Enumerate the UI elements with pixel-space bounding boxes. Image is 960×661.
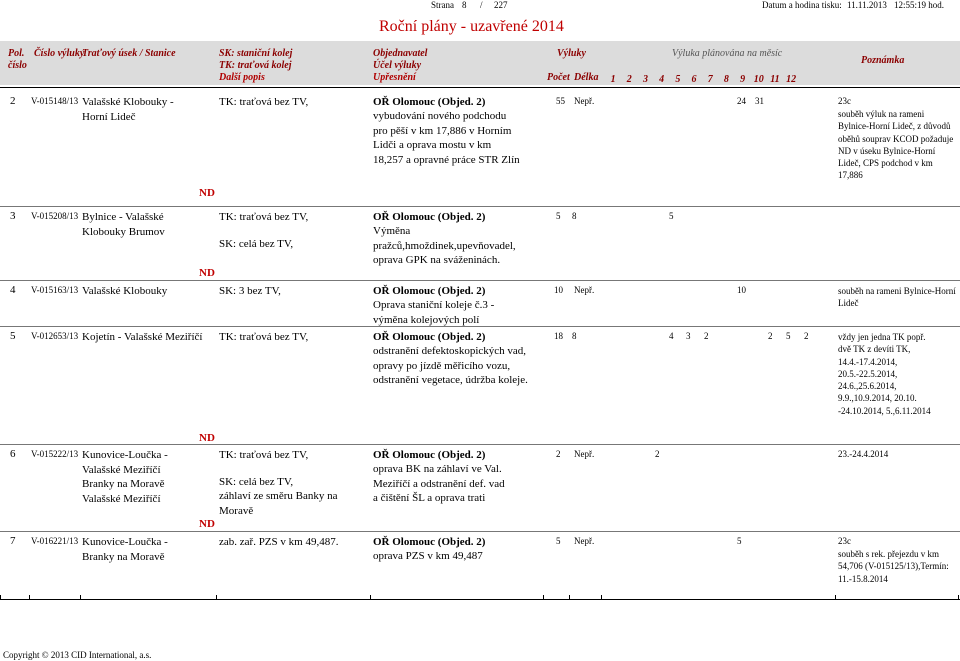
row-ucel: odstranění defektoskopických vad, opravy po jízdě měřicího vozu, odstranění vegetace, údržba koleje.: [373, 345, 528, 386]
row-delka: Nepř.: [574, 536, 595, 546]
row-kolej-sk: SK: celá bez TV,: [219, 238, 294, 250]
row-pocet: 10: [554, 285, 563, 295]
print-date-label: Datum a hodina tisku:: [762, 0, 842, 10]
row-delka: Nepř.: [574, 449, 595, 459]
row-objednavatel: OŘ Olomouc (Objed. 2): [373, 536, 486, 548]
column-tick: [0, 595, 1, 600]
row-pol: 7: [10, 535, 16, 547]
row-cislo: V-015163/13: [31, 285, 79, 295]
row-usek: Bylnice - Valašské Klobouky Brumov: [82, 211, 165, 238]
row-objednavatel: OŘ Olomouc (Objed. 2): [373, 331, 486, 343]
row-divider: [0, 280, 960, 281]
row-ucel: oprava PZS v km 49,487: [373, 550, 483, 562]
row-month-11: 2: [804, 331, 809, 341]
row-month-6: 3: [686, 331, 691, 341]
row-objednavatel: OŘ Olomouc (Objed. 2): [373, 449, 486, 461]
header-month-2: 2: [626, 74, 632, 85]
row-ucel: vybudování nového podchodu pro pěší v km 17,886 v Horním Lidči a oprava mostu v km 18,257 a opravné práce STR Zlín: [373, 110, 520, 166]
row-nd: ND: [199, 432, 215, 444]
page-total: 227: [494, 0, 508, 10]
header-pol-line1: Pol.: [8, 48, 25, 59]
print-date: 11.11.2013: [847, 0, 887, 10]
row-pol: 5: [10, 330, 16, 342]
row-pocet: 55: [556, 96, 565, 106]
header-kolej-tk: TK: traťová kolej: [219, 60, 292, 71]
column-ticks: [0, 595, 960, 601]
row-kolej-popis: záhlaví ze směru Banky na Moravě: [219, 490, 338, 517]
row-divider: [0, 206, 960, 207]
header-month-3: 3: [642, 74, 648, 85]
header-month-7: 7: [707, 74, 713, 85]
row-kolej: TK: traťová bez TV,: [219, 331, 309, 343]
row-objednavatel: OŘ Olomouc (Objed. 2): [373, 211, 486, 223]
row-month-5: 5: [669, 211, 674, 221]
header-pol: [8, 48, 27, 72]
row-month-8: 5: [737, 536, 742, 546]
row-month-10: 5: [786, 331, 791, 341]
row-cislo: V-016221/13: [31, 536, 79, 546]
row-usek: Valašské Klobouky: [82, 285, 168, 297]
row-month-9: 24: [737, 96, 746, 106]
row-kolej: TK: traťová bez TV,: [219, 96, 309, 108]
row-pol: 4: [10, 284, 16, 296]
row-pocet: 5: [556, 536, 561, 546]
row-month-9: 10: [737, 285, 746, 295]
header-month-12: 12: [786, 74, 797, 85]
row-usek: Valašské Klobouky - Horní Lideč: [82, 96, 174, 123]
column-tick: [370, 595, 371, 600]
row-kolej: SK: 3 bez TV,: [219, 285, 281, 297]
row-usek: Kojetín - Valašské Meziříčí: [82, 331, 203, 343]
row-cislo: V-015222/13: [31, 449, 79, 459]
column-tick: [569, 595, 570, 600]
row-poznamka: vždy jen jedna TK popř. dvě TK z devíti TK, 14.4.-17.4.2014, 20.5.-22.5.2014, 24.6.,25.6.2014, 9.9.,10.9.2014, 20.10. -24.10.2014, 5.,6.11.2014: [838, 332, 931, 416]
header-delka: Délka: [574, 72, 599, 83]
row-divider: [0, 87, 960, 88]
row-objednavatel: OŘ Olomouc (Objed. 2): [373, 285, 486, 297]
row-cislo: V-012653/13: [31, 331, 79, 341]
header-month-8: 8: [723, 74, 729, 85]
header-month-11: 11: [770, 74, 780, 85]
column-tick: [216, 595, 217, 600]
row-nd: ND: [199, 518, 215, 530]
page-title: Roční plány - uzavřené 2014: [379, 18, 564, 35]
row-kolej: zab. zař. PZS v km 49,487.: [219, 536, 339, 548]
row-divider: [0, 326, 960, 327]
print-time: 12:55:19 hod.: [894, 0, 945, 10]
row-divider: [0, 531, 960, 532]
row-kolej: TK: traťová bez TV,: [219, 449, 309, 461]
header-kolej-sk: SK: staniční kolej: [219, 48, 293, 59]
row-nd: ND: [199, 267, 215, 279]
header-objednavatel-line1: Objednavatel: [373, 48, 428, 59]
row-ucel: Výměna pražců,hmoždinek,upevňovadel, oprava GPK na sváženinách.: [373, 225, 516, 266]
row-poznamka-detail: souběh s rek. přejezdu v km 54,706 (V-015125/13),Termín: 11.-15.8.2014: [838, 549, 949, 584]
header-month-4: 4: [659, 74, 665, 85]
column-tick: [958, 595, 959, 600]
row-delka: 8: [572, 211, 577, 221]
row-poznamka: 23c: [838, 96, 851, 106]
footer-copyright: Copyright © 2013 CID International, a.s.: [3, 650, 152, 660]
column-tick: [80, 595, 81, 600]
header-pol-line2: číslo: [8, 60, 27, 71]
row-ucel: oprava BK na záhlaví ve Val. Meziříčí a odstranění def. vad a čištění ŠL a oprava trati: [373, 463, 505, 504]
row-usek: Kunovice-Loučka - Valašské Meziříčí Branky na Moravě Valašské Meziříčí: [82, 449, 168, 505]
row-cislo: V-015148/13: [31, 96, 79, 106]
page-label: Strana: [431, 0, 454, 10]
column-tick: [835, 595, 836, 600]
row-objednavatel: OŘ Olomouc (Objed. 2): [373, 96, 486, 108]
row-pol: 3: [10, 210, 16, 222]
row-month-7: 2: [704, 331, 709, 341]
row-nd: ND: [199, 187, 215, 199]
header-month-9: 9: [740, 74, 746, 85]
row-delka: Nepř.: [574, 285, 595, 295]
row-delka: Nepř.: [574, 96, 595, 106]
header-month-10: 10: [753, 74, 764, 85]
row-kolej: TK: traťová bez TV,: [219, 211, 309, 223]
header-month-6: 6: [691, 74, 697, 85]
header-poznamka: Poznámka: [861, 55, 905, 66]
header-objednavatel: [373, 48, 427, 84]
header-month-1: 1: [610, 74, 616, 85]
header-months: [605, 74, 799, 85]
row-cislo: V-015208/13: [31, 211, 79, 221]
row-pol: 6: [10, 448, 16, 460]
page-separator: /: [480, 0, 483, 10]
row-poznamka-detail: souběh výluk na rameni Bylnice-Horní Lideč, z důvodů oběhů souprav KCOD požaduje ND v úseku Bylnice-Horní Lideč, CPS podchod v km 17,886: [838, 109, 954, 181]
row-month-9: 2: [768, 331, 773, 341]
row-poznamka: 23.-24.4.2014: [838, 449, 889, 459]
header-pocet: Počet: [547, 72, 570, 83]
row-month-4: 2: [655, 449, 660, 459]
header-upresneni: Upřesnění: [373, 72, 416, 83]
row-usek: Kunovice-Loučka - Branky na Moravě: [82, 536, 168, 563]
header-dalsi-popis: Další popis: [219, 72, 265, 83]
header-kolej: [219, 48, 292, 84]
row-pocet: 18: [554, 331, 563, 341]
row-pocet: 5: [556, 211, 561, 221]
header-ucel: Účel výluky: [373, 60, 422, 71]
row-pocet: 2: [556, 449, 561, 459]
header-tratovy-usek: Traťový úsek / Stanice: [82, 48, 176, 59]
row-ucel: Oprava staniční koleje č.3 -výměna kolejových polí: [373, 299, 495, 326]
column-tick: [601, 595, 602, 600]
row-poznamka: 23c: [838, 536, 851, 546]
header-month-5: 5: [675, 74, 681, 85]
row-pol: 2: [10, 95, 16, 107]
header-cislo-vyluky: Číslo výluky: [34, 48, 85, 59]
header-vyluky: Výluky: [557, 48, 586, 59]
row-kolej-sk: SK: celá bez TV,: [219, 476, 294, 488]
row-poznamka: souběh na rameni Bylnice-Horní Lideč: [838, 286, 956, 309]
page-current: 8: [462, 0, 467, 10]
row-delka: 8: [572, 331, 577, 341]
row-divider: [0, 444, 960, 445]
row-month-10: 31: [755, 96, 764, 106]
header-planovana: Výluka plánována na měsíc: [672, 48, 783, 59]
column-tick: [543, 595, 544, 600]
row-month-5: 4: [669, 331, 674, 341]
column-tick: [29, 595, 30, 600]
